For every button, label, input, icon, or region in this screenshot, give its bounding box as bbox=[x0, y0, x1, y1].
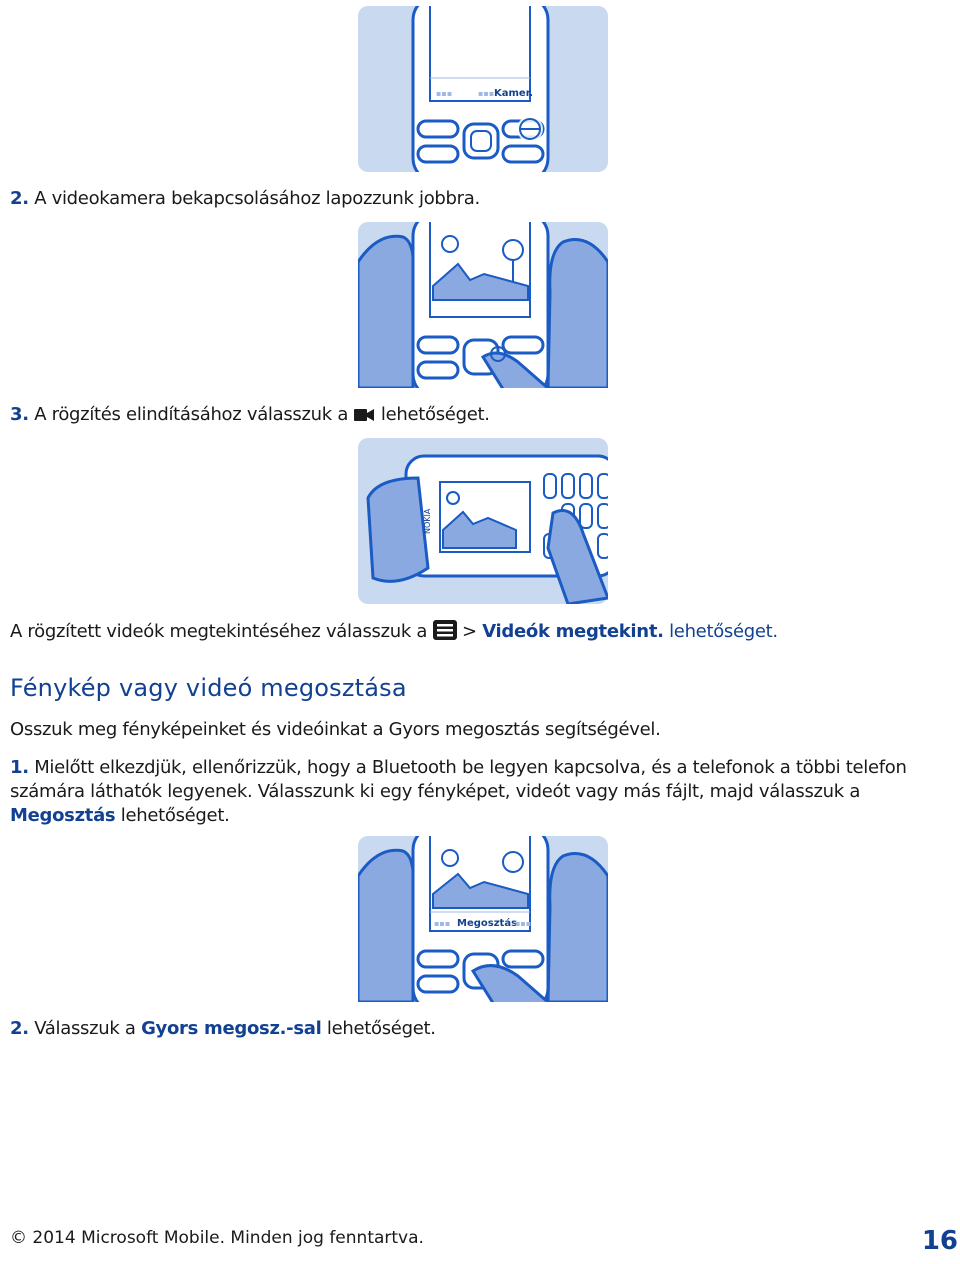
share-step-1 bbox=[10, 756, 960, 828]
step-number: 3. bbox=[10, 404, 29, 425]
page-number: 16 bbox=[921, 1226, 958, 1256]
section-intro: Osszuk meg fényképeinket és videóinkat a Gyors megosztás segítségével. bbox=[10, 719, 661, 740]
menu-icon bbox=[433, 620, 457, 640]
step-number: 2. bbox=[10, 188, 29, 209]
instruction-text-before: A rögzített videók megtekintéséhez válasszuk a bbox=[10, 621, 428, 642]
step-text-after: lehetőséget. bbox=[120, 805, 230, 826]
svg-text:▪▪▪: ▪▪▪ bbox=[434, 919, 451, 928]
softkey-label: Megosztás bbox=[457, 918, 518, 929]
brand-label: NOKIA bbox=[423, 508, 432, 534]
menu-option-share: Megosztás bbox=[10, 805, 116, 826]
menu-option-quick-share: Gyors megosz.-sal bbox=[141, 1018, 322, 1039]
phone-illustration-record bbox=[358, 222, 608, 388]
phone-illustration-landscape bbox=[358, 438, 608, 604]
phone-illustration-camera bbox=[358, 6, 608, 172]
step-2-scroll bbox=[10, 188, 480, 209]
step-text-before: A rögzítés elindításához válasszuk a bbox=[34, 404, 349, 425]
menu-separator: > bbox=[462, 621, 477, 642]
section-heading: Fénykép vagy videó megosztása bbox=[10, 674, 407, 702]
video-camera-icon bbox=[353, 407, 375, 423]
step-text: Mielőtt elkezdjük, ellenőrizzük, hogy a Bluetooth be legyen kapcsolva, és a telefonok a többi telefon számára láthatók legyenek. Válasszunk ki egy fényképet, videót vagy más fájlt, majd válasszuk a bbox=[10, 757, 907, 802]
menu-option-view-videos: Videók megtekint. bbox=[482, 621, 664, 642]
footer-copyright: © 2014 Microsoft Mobile. Minden jog fenntartva. bbox=[10, 1228, 424, 1248]
step-text-after: lehetőséget. bbox=[326, 1018, 436, 1039]
svg-text:▪▪▪: ▪▪▪ bbox=[478, 89, 495, 98]
view-videos-instruction bbox=[10, 620, 778, 642]
svg-text:▪▪▪: ▪▪▪ bbox=[515, 919, 532, 928]
step-text-before: Válasszuk a bbox=[34, 1018, 136, 1039]
step-text: A videokamera bekapcsolásához lapozzunk jobbra. bbox=[34, 188, 480, 209]
instruction-text-after: lehetőséget. bbox=[669, 621, 778, 642]
step-text-after: lehetőséget. bbox=[380, 404, 490, 425]
softkey-label: Kamer. bbox=[494, 88, 534, 99]
step-number: 2. bbox=[10, 1018, 29, 1039]
step-3-record bbox=[10, 404, 490, 425]
phone-illustration-share bbox=[358, 836, 608, 1002]
step-number: 1. bbox=[10, 757, 29, 778]
svg-text:▪▪▪: ▪▪▪ bbox=[436, 89, 453, 98]
share-step-2 bbox=[10, 1018, 436, 1039]
